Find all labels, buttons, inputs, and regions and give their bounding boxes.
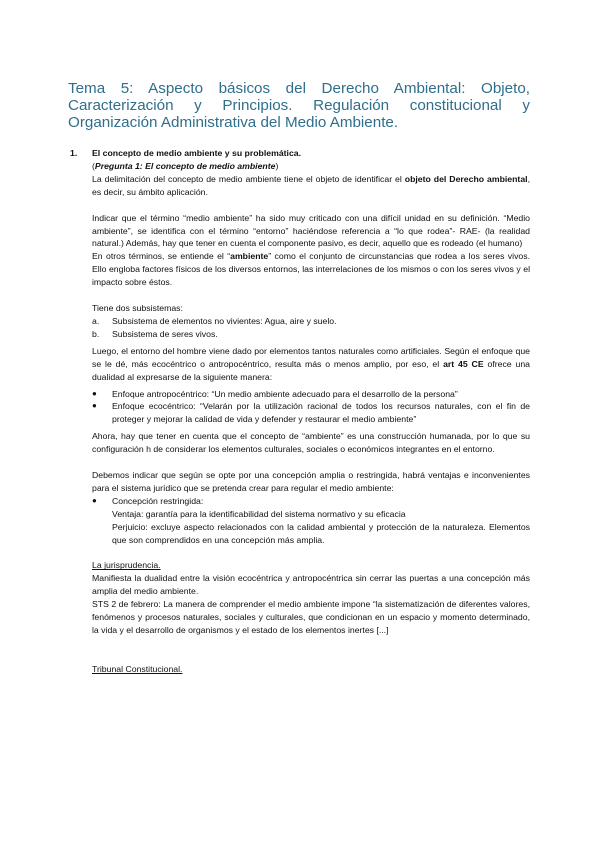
jurisprudence-paragraph-2: STS 2 de febrero: La manera de comprender el medio ambiente impone “la sistematización de diferentes valores, fenómenos y procesos naturales, sociales y culturales, que condicionan en un espacio y momento determinado, la vida y el desarrollo de organismos y el estado de los elementos inertes [...]: [92, 599, 530, 635]
bullet-item: [70, 400, 530, 426]
paragraph-7: Debemos indicar que según se opte por una concepción amplia o restringida, habrá ventajas e inconvenientes para el sistema jurídico que se pretenda crear para regular el medio ambiente:: [92, 470, 530, 493]
question-reference: [70, 160, 530, 173]
list-item-label: b.: [92, 328, 100, 339]
list-item: [70, 328, 530, 341]
jurisprudence-paragraph-1: Manifiesta la dualidad entre la visión ecocéntrica y antropocéntrica sin cerrar las puertas a una concepción más amplia del medio ambiente.: [92, 573, 530, 597]
section-title: El concepto de medio ambiente y su problemática.: [92, 148, 302, 158]
bullet-text: Enfoque antropocéntrico: “Un medio ambiente adecuado para el desarrollo de la persona”: [112, 388, 458, 399]
bullet-text: Concepción restringida:: [112, 495, 204, 506]
paragraph-1-text-a: La delimitación del concepto de medio ambiente tiene el objeto de identificar el: [92, 173, 405, 184]
bullet-icon: ●: [92, 388, 97, 398]
bullet-item: [70, 388, 530, 401]
section-heading: [70, 147, 530, 160]
jurisprudence-heading: La jurisprudencia.: [92, 560, 161, 571]
paragraph-1: [70, 173, 530, 199]
list-item: [70, 315, 530, 328]
paragraph-2: Indicar que el término “medio ambiente” ha sido muy criticado con una difícil unidad en su definición. “Medio ambiente”, se identifica con el término “entorno” haciéndose referencia a “lo que rodea”- RAE- (la realidad natural.) Además, hay que tener en cuenta el componente pasivo, es decir, aquello que es rodeado (el humano): [92, 212, 530, 249]
question-open-paren: (: [92, 160, 95, 171]
bullet-text: Enfoque ecocéntrico: “Velarán por la utilización racional de todos los recursos naturales, con el fin de proteger y mejorar la calidad de vida y defender y restaurar el medio ambiente”: [112, 401, 530, 425]
restricted-drawback: Perjuicio: excluye aspecto relacionados con la calidad ambiental y protección de la naturaleza. Elementos que son comprendidos en una concepción más amplia.: [112, 521, 530, 545]
paragraph-3-bold: ambiente: [230, 251, 269, 262]
question-label: Pregunta 1: El concepto de medio ambiente: [94, 160, 276, 171]
restricted-advantage: Ventaja: garantía para la identificabilidad del sistema normativo y su eficacia: [112, 508, 406, 519]
section-number: 1.: [70, 148, 78, 158]
paragraph-5-bold: art 45 CE: [443, 358, 484, 369]
bullet-icon: ●: [92, 495, 97, 505]
paragraph-6: Ahora, hay que tener en cuenta que el concepto de “ambiente” es una construcción humanada, por lo que su configuración h de considerar los elementos culturales, sociales o económicos integrantes en el entorno.: [92, 431, 530, 455]
tc-heading: Tribunal Constitucional.: [92, 663, 183, 674]
paragraph-3-text-c: ” como el conjunto de circunstancias que rodea a los seres vivos. Ello engloba factores físicos de los diversos entornos, las interrelaciones de los mismos o con los seres vivos y el impacto sobre éstos.: [92, 251, 531, 288]
bullet-icon: ●: [92, 401, 97, 411]
question-close-paren: ): [275, 160, 279, 171]
list-item-label: a.: [92, 315, 100, 326]
paragraph-5-text-c: ofrece una dualidad al expresarse de la siguiente manera:: [92, 358, 530, 382]
paragraph-5: [70, 345, 530, 384]
paragraph-3-text-a: En otros términos, se entiende el “: [92, 251, 231, 262]
paragraph-1-bold: objeto del Derecho ambiental: [404, 173, 528, 184]
document-title: Tema 5: Aspecto básicos del Derecho Ambiental: Objeto, Caracterización y Principios. Regulación constitucional y Organización Administrativa del Medio Ambiente.: [68, 80, 530, 131]
bullet-item: [70, 495, 530, 508]
list-item-text: Subsistema de seres vivos.: [112, 328, 218, 339]
paragraph-3: [70, 250, 530, 289]
paragraph-5-text-a: Luego, el entorno del hombre viene dado por elementos tantos naturales como artificiales. Según el enfoque que se le dé, más ecocéntrico o antropocéntrico, resulta más o menos amplio, por eso, el: [92, 345, 530, 369]
document-body: [70, 147, 530, 676]
paragraph-4: Tiene dos subsistemas:: [92, 303, 183, 314]
paragraph-1-text-c: , es decir, su ámbito aplicación.: [92, 173, 530, 197]
list-item-text: Subsistema de elementos no vivientes: Agua, aire y suelo.: [112, 315, 337, 326]
